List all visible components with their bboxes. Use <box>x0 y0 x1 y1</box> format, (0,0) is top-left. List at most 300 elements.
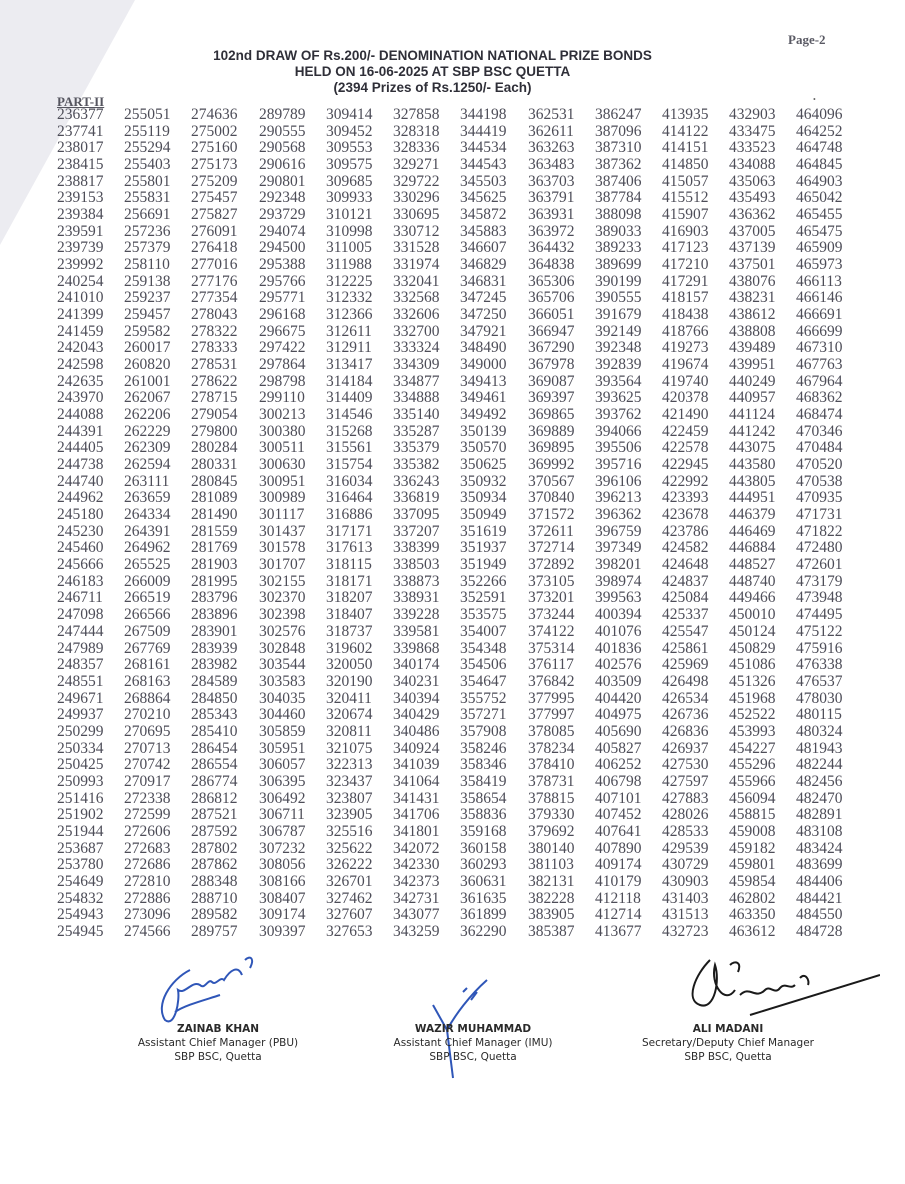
bond-number: 466146 <box>796 289 843 307</box>
bond-number: 259582 <box>124 322 171 340</box>
bond-number: 426736 <box>662 706 709 724</box>
bond-number: 470346 <box>796 422 843 440</box>
bond-number: 272338 <box>124 789 171 807</box>
bond-number: 396759 <box>595 522 642 540</box>
signature-ali-madani <box>680 950 880 1030</box>
bond-number: 320674 <box>326 706 373 724</box>
bond-number: 364432 <box>528 239 575 257</box>
bond-number: 283896 <box>191 606 238 624</box>
bond-number: 249937 <box>57 706 104 724</box>
bond-number: 450010 <box>729 606 776 624</box>
bond-number: 264334 <box>124 506 171 524</box>
bond-number: 286774 <box>191 772 238 790</box>
bond-number: 404420 <box>595 689 642 707</box>
bond-number: 338931 <box>393 589 440 607</box>
bond-number: 396362 <box>595 506 642 524</box>
bond-number: 243970 <box>57 389 104 407</box>
bond-number: 244738 <box>57 456 104 474</box>
bond-number: 438808 <box>729 322 776 340</box>
bond-number: 261001 <box>124 372 171 390</box>
bond-number: 340394 <box>393 689 440 707</box>
bond-number: 350139 <box>460 422 507 440</box>
bond-number: 309575 <box>326 156 373 174</box>
bond-number: 373201 <box>528 589 575 607</box>
bond-number: 346607 <box>460 239 507 257</box>
bond-number: 274566 <box>124 922 171 940</box>
bond-number: 257236 <box>124 222 171 240</box>
bond-number: 439951 <box>729 356 776 374</box>
bond-number: 426498 <box>662 672 709 690</box>
bond-number: 459801 <box>729 856 776 874</box>
bond-number: 390555 <box>595 289 642 307</box>
bond-number: 340429 <box>393 706 440 724</box>
bond-number: 267509 <box>124 622 171 640</box>
bond-number: 257379 <box>124 239 171 257</box>
bond-number: 322313 <box>326 756 373 774</box>
bond-number: 270917 <box>124 772 171 790</box>
bond-number: 260017 <box>124 339 171 357</box>
bond-number: 369889 <box>528 422 575 440</box>
bond-number: 448740 <box>729 572 776 590</box>
bond-number: 405690 <box>595 722 642 740</box>
bond-number: 390199 <box>595 272 642 290</box>
bond-number: 254832 <box>57 889 104 907</box>
bond-number: 436362 <box>729 206 776 224</box>
bond-number: 398201 <box>595 556 642 574</box>
bond-number: 354348 <box>460 639 507 657</box>
bond-number: 298798 <box>259 372 306 390</box>
bond-number: 424582 <box>662 539 709 557</box>
bond-number: 451086 <box>729 656 776 674</box>
bond-number: 483108 <box>796 822 843 840</box>
bond-number: 300951 <box>259 472 306 490</box>
bond-number: 312332 <box>326 289 373 307</box>
bond-number: 335382 <box>393 456 440 474</box>
bond-number: 309685 <box>326 172 373 190</box>
bond-number: 266519 <box>124 589 171 607</box>
signatory-name: ZAINAB KHAN <box>176 1023 260 1035</box>
bond-number: 357908 <box>460 722 507 740</box>
bond-number: 407641 <box>595 822 642 840</box>
bond-number: 446469 <box>729 522 776 540</box>
bond-number: 358246 <box>460 739 507 757</box>
bond-number: 238817 <box>57 172 104 190</box>
bond-number: 278531 <box>191 356 238 374</box>
bond-number: 355752 <box>460 689 507 707</box>
bond-number: 353575 <box>460 606 507 624</box>
bond-number: 330695 <box>393 206 440 224</box>
bond-number: 476338 <box>796 656 843 674</box>
bond-number: 428533 <box>662 822 709 840</box>
bond-number: 327607 <box>326 906 373 924</box>
bond-number: 423393 <box>662 489 709 507</box>
bond-number: 378085 <box>528 722 575 740</box>
bond-number: 464096 <box>796 106 843 123</box>
bond-number: 407452 <box>595 806 642 824</box>
bond-number: 407890 <box>595 839 642 857</box>
bond-number: 313417 <box>326 356 373 374</box>
bond-number: 255801 <box>124 172 171 190</box>
bond-number: 387406 <box>595 172 642 190</box>
bond-number: 392149 <box>595 322 642 340</box>
bond-number: 288710 <box>191 889 238 907</box>
bond-number: 332041 <box>393 272 440 290</box>
bond-number: 281089 <box>191 489 238 507</box>
bond-number: 387310 <box>595 139 642 157</box>
bond-number: 334309 <box>393 356 440 374</box>
bond-number: 288348 <box>191 872 238 890</box>
bond-number: 301578 <box>259 539 306 557</box>
bond-number: 236377 <box>57 106 104 123</box>
bond-number: 328318 <box>393 122 440 140</box>
bond-number: 327858 <box>393 106 440 123</box>
bond-number: 369397 <box>528 389 575 407</box>
bond-number: 332700 <box>393 322 440 340</box>
bond-number: 328336 <box>393 139 440 157</box>
bond-number: 401076 <box>595 622 642 640</box>
bond-number: 276418 <box>191 239 238 257</box>
bond-number: 283939 <box>191 639 238 657</box>
bond-number: 251416 <box>57 789 104 807</box>
document-title <box>0 48 885 96</box>
bond-number: 372892 <box>528 556 575 574</box>
bond-number: 278043 <box>191 306 238 324</box>
bond-number: 399563 <box>595 589 642 607</box>
bond-number: 309414 <box>326 106 373 123</box>
bond-number: 484406 <box>796 872 843 890</box>
page-number: Page-2 <box>788 32 826 47</box>
bond-number: 413935 <box>662 106 709 123</box>
bond-number: 266566 <box>124 606 171 624</box>
bond-number: 280845 <box>191 472 238 490</box>
bond-number: 281559 <box>191 522 238 540</box>
bond-number: 306057 <box>259 756 306 774</box>
bond-number: 430903 <box>662 872 709 890</box>
bond-number: 246183 <box>57 572 104 590</box>
bond-number: 290801 <box>259 172 306 190</box>
bond-number: 428026 <box>662 806 709 824</box>
bond-number: 239384 <box>57 206 104 224</box>
bond-number: 341039 <box>393 756 440 774</box>
bond-number: 336819 <box>393 489 440 507</box>
bond-number: 432723 <box>662 922 709 940</box>
bond-number: 407101 <box>595 789 642 807</box>
bond-number: 378815 <box>528 789 575 807</box>
bond-number: 480324 <box>796 722 843 740</box>
bond-number: 369992 <box>528 456 575 474</box>
bond-number: 367978 <box>528 356 575 374</box>
bond-number: 412118 <box>595 889 641 907</box>
bond-number: 484421 <box>796 889 843 907</box>
bond-number: 379330 <box>528 806 575 824</box>
bond-number: 440957 <box>729 389 776 407</box>
bond-number: 262594 <box>124 456 171 474</box>
bond-number: 366051 <box>528 306 575 324</box>
bond-number: 297864 <box>259 356 306 374</box>
bond-number: 338873 <box>393 572 440 590</box>
bond-number: 350934 <box>460 489 507 507</box>
bond-number: 363263 <box>528 139 575 157</box>
bond-number: 302155 <box>259 572 306 590</box>
bond-number: 338399 <box>393 539 440 557</box>
bond-number: 345625 <box>460 189 507 207</box>
bond-number: 318407 <box>326 606 373 624</box>
bond-number: 464903 <box>796 172 843 190</box>
bond-number: 465909 <box>796 239 843 257</box>
bond-number: 349000 <box>460 356 507 374</box>
bond-number: 277176 <box>191 272 238 290</box>
bond-number: 389033 <box>595 222 642 240</box>
bond-number: 281995 <box>191 572 238 590</box>
bond-number: 472480 <box>796 539 843 557</box>
bond-number: 287862 <box>191 856 238 874</box>
bond-number: 363972 <box>528 222 575 240</box>
bond-number: 294074 <box>259 222 306 240</box>
bond-number: 272810 <box>124 872 171 890</box>
bond-number: 333324 <box>393 339 440 357</box>
bond-number: 350932 <box>460 472 507 490</box>
bond-number: 443075 <box>729 439 776 457</box>
bond-number: 438231 <box>729 289 776 307</box>
bond-number: 455296 <box>729 756 776 774</box>
bond-number: 337207 <box>393 522 440 540</box>
bond-number: 346831 <box>460 272 507 290</box>
bond-number: 309553 <box>326 139 373 157</box>
bond-number: 373105 <box>528 572 575 590</box>
bond-number: 413677 <box>595 922 642 940</box>
bond-number: 342731 <box>393 889 440 907</box>
bond-number: 301437 <box>259 522 306 540</box>
bond-number: 354647 <box>460 672 507 690</box>
bond-number: 278715 <box>191 389 238 407</box>
bond-number: 358419 <box>460 772 507 790</box>
bond-number: 286812 <box>191 789 238 807</box>
bond-number: 289757 <box>191 922 238 940</box>
bond-number: 300380 <box>259 422 306 440</box>
bond-number: 443580 <box>729 456 776 474</box>
bond-number: 250993 <box>57 772 104 790</box>
bond-number: 283982 <box>191 656 238 674</box>
bond-number: 464252 <box>796 122 843 140</box>
bond-number: 410179 <box>595 872 642 890</box>
bond-number: 321075 <box>326 739 373 757</box>
bond-number: 398974 <box>595 572 642 590</box>
bond-number: 241399 <box>57 306 104 324</box>
bond-number: 309933 <box>326 189 373 207</box>
bond-number: 393625 <box>595 389 642 407</box>
bond-number: 262229 <box>124 422 171 440</box>
bond-number: 416903 <box>662 222 709 240</box>
bond-number: 344198 <box>460 106 507 123</box>
bond-number: 344534 <box>460 139 507 157</box>
bond-number: 256691 <box>124 206 171 224</box>
bond-number: 337095 <box>393 506 440 524</box>
bond-number: 323437 <box>326 772 373 790</box>
bond-number: 433475 <box>729 122 776 140</box>
bond-number: 316034 <box>326 472 373 490</box>
bond-number: 347250 <box>460 306 507 324</box>
bond-number: 465973 <box>796 256 843 274</box>
bond-number: 310998 <box>326 222 373 240</box>
bond-number: 270695 <box>124 722 171 740</box>
bond-number: 306395 <box>259 772 306 790</box>
bond-number: 483699 <box>796 856 843 874</box>
bond-number: 273096 <box>124 906 171 924</box>
bond-number: 320411 <box>326 689 372 707</box>
bond-number: 239591 <box>57 222 104 240</box>
bond-number: 281903 <box>191 556 238 574</box>
bond-number: 378410 <box>528 756 575 774</box>
bond-number: 287592 <box>191 822 238 840</box>
bond-number: 459008 <box>729 822 776 840</box>
bond-number: 415512 <box>662 189 709 207</box>
bond-number: 311988 <box>326 256 372 274</box>
bond-number: 415907 <box>662 206 709 224</box>
bond-number: 443805 <box>729 472 776 490</box>
bond-number: 417123 <box>662 239 709 257</box>
bond-number: 363703 <box>528 172 575 190</box>
bond-number: 244405 <box>57 439 104 457</box>
bond-number: 248551 <box>57 672 104 690</box>
bond-number: 393762 <box>595 406 642 424</box>
signatory-block-2 <box>373 1022 573 1064</box>
bond-number: 482244 <box>796 756 843 774</box>
bond-number: 325622 <box>326 839 373 857</box>
bond-number: 340924 <box>393 739 440 757</box>
bond-number: 453993 <box>729 722 776 740</box>
bond-number: 346829 <box>460 256 507 274</box>
bond-number: 302576 <box>259 622 306 640</box>
bond-number: 318171 <box>326 572 373 590</box>
bond-number: 349461 <box>460 389 507 407</box>
bond-number: 323905 <box>326 806 373 824</box>
bond-number: 347245 <box>460 289 507 307</box>
bond-number: 417291 <box>662 272 709 290</box>
bond-number: 285410 <box>191 722 238 740</box>
bond-number: 289789 <box>259 106 306 123</box>
bond-number: 285343 <box>191 706 238 724</box>
bond-number: 259457 <box>124 306 171 324</box>
stray-mark: • <box>813 95 816 104</box>
bond-number: 317171 <box>326 522 373 540</box>
bond-number: 246711 <box>57 589 103 607</box>
bond-number: 335287 <box>393 422 440 440</box>
bond-number: 459182 <box>729 839 776 857</box>
bond-number: 370840 <box>528 489 575 507</box>
bond-number: 362611 <box>528 122 574 140</box>
bond-number: 370567 <box>528 472 575 490</box>
bond-number: 431403 <box>662 889 709 907</box>
signatory-office: SBP BSC, Quetta <box>429 1051 517 1063</box>
bond-number: 280331 <box>191 456 238 474</box>
bond-number: 363791 <box>528 189 575 207</box>
bond-number: 338503 <box>393 556 440 574</box>
bond-number: 312366 <box>326 306 373 324</box>
bond-number: 385387 <box>528 922 575 940</box>
bond-number: 326222 <box>326 856 373 874</box>
bond-number: 250425 <box>57 756 104 774</box>
bond-number: 348490 <box>460 339 507 357</box>
bond-number: 308407 <box>259 889 306 907</box>
bond-number: 484550 <box>796 906 843 924</box>
bond-number: 244391 <box>57 422 104 440</box>
bond-number: 275209 <box>191 172 238 190</box>
bond-number: 264962 <box>124 539 171 557</box>
bond-number: 277354 <box>191 289 238 307</box>
bond-number: 318115 <box>326 556 372 574</box>
bond-number: 382228 <box>528 889 575 907</box>
bond-number: 341706 <box>393 806 440 824</box>
bond-number: 308166 <box>259 872 306 890</box>
bond-number: 429539 <box>662 839 709 857</box>
bond-number: 350949 <box>460 506 507 524</box>
bond-number: 437139 <box>729 239 776 257</box>
bond-number: 255119 <box>124 122 170 140</box>
bond-number: 247444 <box>57 622 104 640</box>
bond-number: 378234 <box>528 739 575 757</box>
bond-number: 427883 <box>662 789 709 807</box>
bond-number: 470484 <box>796 439 843 457</box>
bond-number: 351619 <box>460 522 507 540</box>
bond-number: 283901 <box>191 622 238 640</box>
bond-number: 239153 <box>57 189 104 207</box>
bond-number: 464748 <box>796 139 843 157</box>
bond-number: 342330 <box>393 856 440 874</box>
bond-number: 454227 <box>729 739 776 757</box>
bond-number: 394066 <box>595 422 642 440</box>
bond-number: 396106 <box>595 472 642 490</box>
bond-number: 379692 <box>528 822 575 840</box>
bond-number: 268161 <box>124 656 171 674</box>
bond-number: 449466 <box>729 589 776 607</box>
part-label: PART-II <box>57 94 105 109</box>
bond-number: 395716 <box>595 456 642 474</box>
bond-number: 320050 <box>326 656 373 674</box>
bond-number: 292348 <box>259 189 306 207</box>
bond-number: 465475 <box>796 222 843 240</box>
bond-number: 463350 <box>729 906 776 924</box>
bond-number: 350570 <box>460 439 507 457</box>
bond-number: 414122 <box>662 122 709 140</box>
bond-number: 347921 <box>460 322 507 340</box>
signature-zainab-khan <box>150 950 280 1030</box>
bond-number: 312611 <box>326 322 372 340</box>
bond-number: 344543 <box>460 156 507 174</box>
bond-number: 419740 <box>662 372 709 390</box>
bond-number: 427530 <box>662 756 709 774</box>
bond-number: 388098 <box>595 206 642 224</box>
bond-number: 440249 <box>729 372 776 390</box>
bond-number: 371572 <box>528 506 575 524</box>
bond-number: 358836 <box>460 806 507 824</box>
bond-number: 381103 <box>528 856 574 874</box>
bond-number: 465042 <box>796 189 843 207</box>
bond-number: 376117 <box>528 656 574 674</box>
bond-number: 275160 <box>191 139 238 157</box>
bond-number: 296675 <box>259 322 306 340</box>
bond-number: 309452 <box>326 122 373 140</box>
bond-number: 248357 <box>57 656 104 674</box>
signatory-name: ALI MADANI <box>692 1023 764 1035</box>
bond-number: 295388 <box>259 256 306 274</box>
bond-number: 450124 <box>729 622 776 640</box>
bond-number: 272886 <box>124 889 171 907</box>
bond-number: 483424 <box>796 839 843 857</box>
bond-number: 363483 <box>528 156 575 174</box>
bond-number: 482456 <box>796 772 843 790</box>
bond-number: 417210 <box>662 256 709 274</box>
bond-number: 300213 <box>259 406 306 424</box>
